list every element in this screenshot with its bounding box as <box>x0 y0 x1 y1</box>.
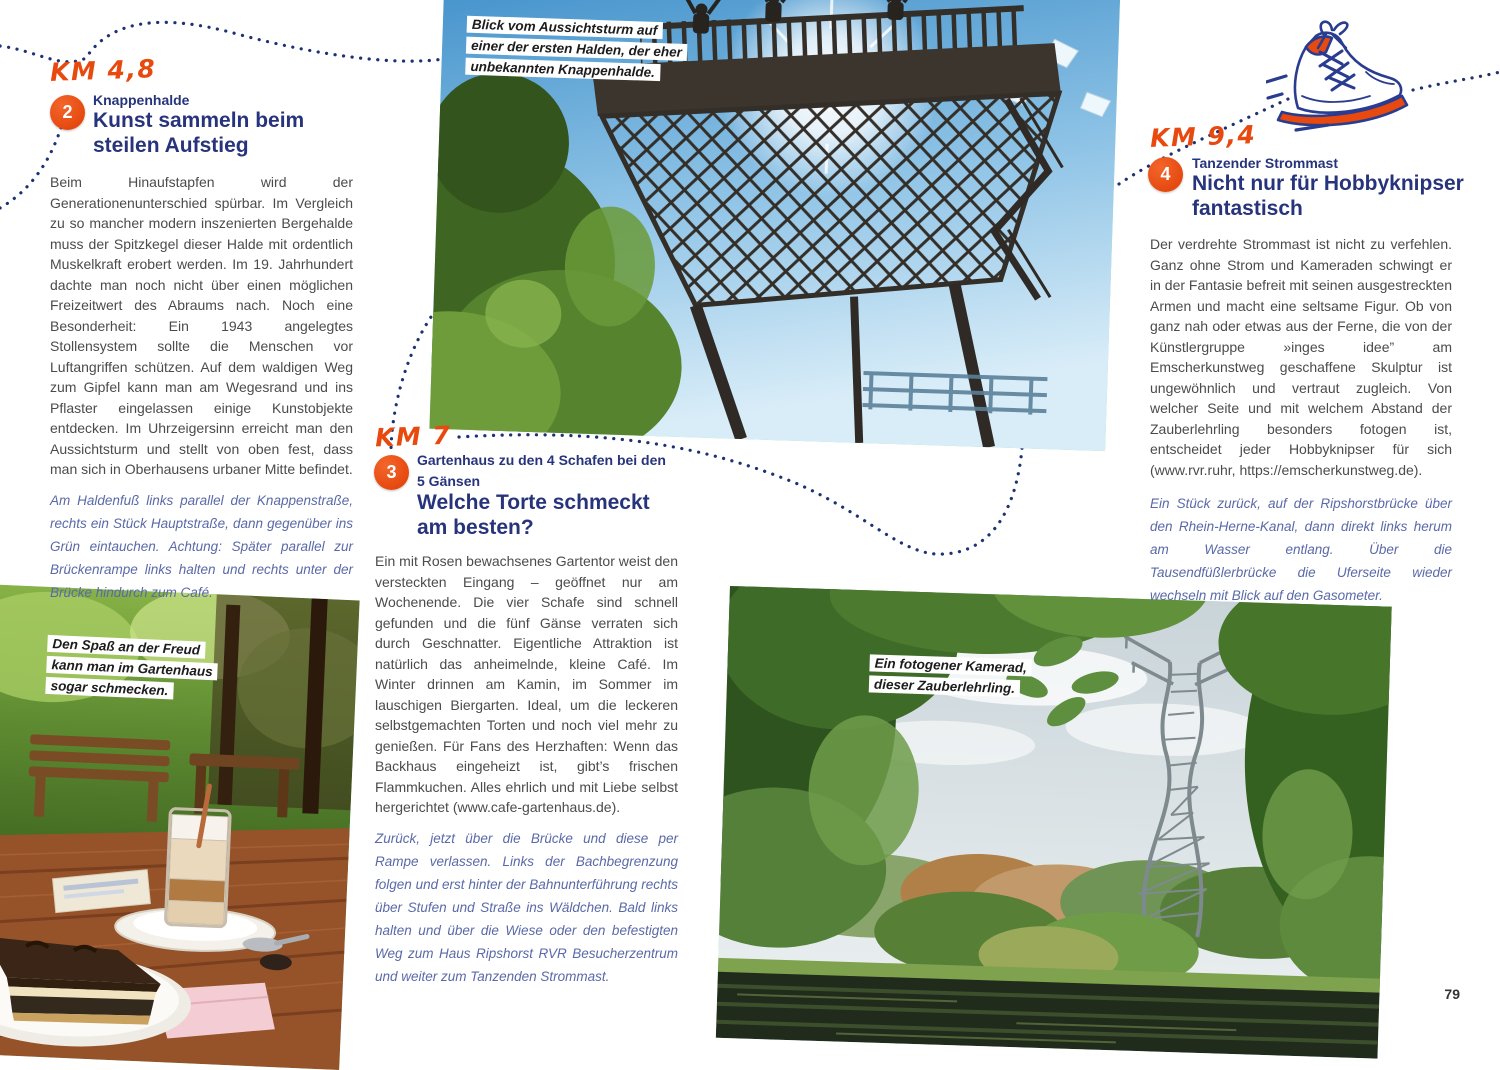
directions-strommast: Ein Stück zurück, auf der Ripshorstbrücke über den Rhein-Herne-Kanal, dann direkt links herum am Wasser entlang. Über die Tausendfüßlerbrücke die Uferseite wieder wechseln mit Blick auf den Gasometer. <box>1150 496 1452 603</box>
title-knappenhalde: Kunst sammeln beim steilen Aufstieg <box>93 109 305 157</box>
step-badge-4: 4 <box>1148 157 1183 192</box>
cafe-photo-caption: Den Spaß an der Freud kann man im Gartenhaus sogar schmecken. <box>45 633 236 704</box>
step-badge-2: 2 <box>50 95 85 130</box>
kicker-strommast: Tanzender Strommast <box>1192 155 1338 171</box>
body-gartenhaus: Ein mit Rosen bewachsenes Gartentor weist den versteckten Eingang – geöffnet nur am Wochenende. Die vier Schafe sind schnell gefunden und die fünf Gänse verraten sich durch Geschnatter. Eigentliche Attraktion ist natürlich das anheimelnde, kleine Café. Im Winter drinnen am Kamin, im Sommer im lauschigen Biergarten. Ideal, um die leckeren selbstgemachten Torten und noch viel mehr zu genießen. Für Fans des Herzhaften: Wenn das Backhaus eingeheizt ist, gibt’s frischen Flammkuchen. Alles ehrlich und mit Liebe selbst hergerichtet (www.cafe-gartenhaus.de). <box>375 553 678 815</box>
title-gartenhaus: Welche Torte schmeckt am besten? <box>417 491 650 539</box>
title-strommast: Nicht nur für Hobbyknipser fantastisch <box>1192 172 1464 220</box>
page-number: 79 <box>1444 986 1460 1002</box>
body-knappenhalde: Beim Hinaufstapfen wird der Generationenunterschied spürbar. Im Vergleich zu so mancher modern inszenierten Bergehalde muss der Spitzkegel dieser Halde mit ordentlich Muskelkraft erobert werden. Im 19. Jahrhundert dachte man noch nicht über einen möglichen Freizeitwert des Abraums nach. Noch eine Besonderheit: Ein 1943 angelegtes Stollensystem sollte die Menschen vor Luftangriffen schützen. Auf dem waldigen Weg zum Gipfel kann man am Wegesrand und ins Pflaster eingelassen einige Kunstobjekte entdecken. Im Uhrzeigersinn erreicht man den Aussichtsturm und stellt von oben fest, dass man sich in Oberhausens urbaner Mitte befindet. <box>50 174 353 477</box>
directions-knappenhalde: Am Haldenfuß links parallel der Knappenstraße, rechts ein Stück Hauptstraße, dann gegenüber ins Grün eintauchen. Achtung: Später parallel zur Brückenrampe links halten und rechts unter der Brücke hindurch zum Café. <box>50 493 353 600</box>
observation-tower-photo <box>429 0 1120 451</box>
km-label-knappenhalde: KM 4,8 <box>49 54 157 87</box>
hiking-boot-icon <box>1266 14 1426 140</box>
step-badge-3: 3 <box>374 455 409 490</box>
pylon-photo-caption: Ein fotogener Kamerad, dieser Zauberlehrling. <box>869 652 1040 699</box>
km-label-gartenhaus: KM 7 <box>374 420 452 453</box>
tower-photo-caption: Blick vom Aussichtsturm auf einer der ersten Halden, der eher unbekannten Knappenhalde. <box>465 14 691 84</box>
km-label-strommast: KM 9,4 <box>1149 120 1257 153</box>
kicker-knappenhalde: Knappenhalde <box>93 92 190 108</box>
pylon-photo-art <box>716 586 1392 1059</box>
kicker-gartenhaus: Gartenhaus zu den 4 Schafen bei den 5 Gänsen <box>417 452 666 489</box>
dancing-pylon-photo <box>716 586 1392 1059</box>
directions-gartenhaus: Zurück, jetzt über die Brücke und diese per Rampe verlassen. Links der Bachbegrenzung folgen und erst hinter der Bahnunterführung rechts über Stufen und Straße ins Wäldchen. Bald links halten und über die Wiese oder den befestigten Weg zum Haus Ripshorst RVR Besucherzentrum und weiter zum Tanzenden Strommast. <box>375 831 678 984</box>
cafe-cake-photo <box>0 584 360 1070</box>
body-strommast: Der verdrehte Strommast ist nicht zu verfehlen. Ganz ohne Strom und Kameraden schwingt er in der Fantasie befreit mit seinen ausgestreckten Armen und macht eine seltsame Figur. Ob von ganz nah oder etwas aus der Ferne, die von der Künstlergruppe »inges idee” am Emscherkunstweg geschaffene Skulptur ist ungewöhnlich und vertraut zugleich. Von welcher Seite und mit welchem Abstand der Zauberlehrling besonders fotogen ist, entscheidet jeder Hobbyknipser für sich (www.rvr.ruhr, https://emscherkunstweg.de). <box>1150 236 1452 478</box>
